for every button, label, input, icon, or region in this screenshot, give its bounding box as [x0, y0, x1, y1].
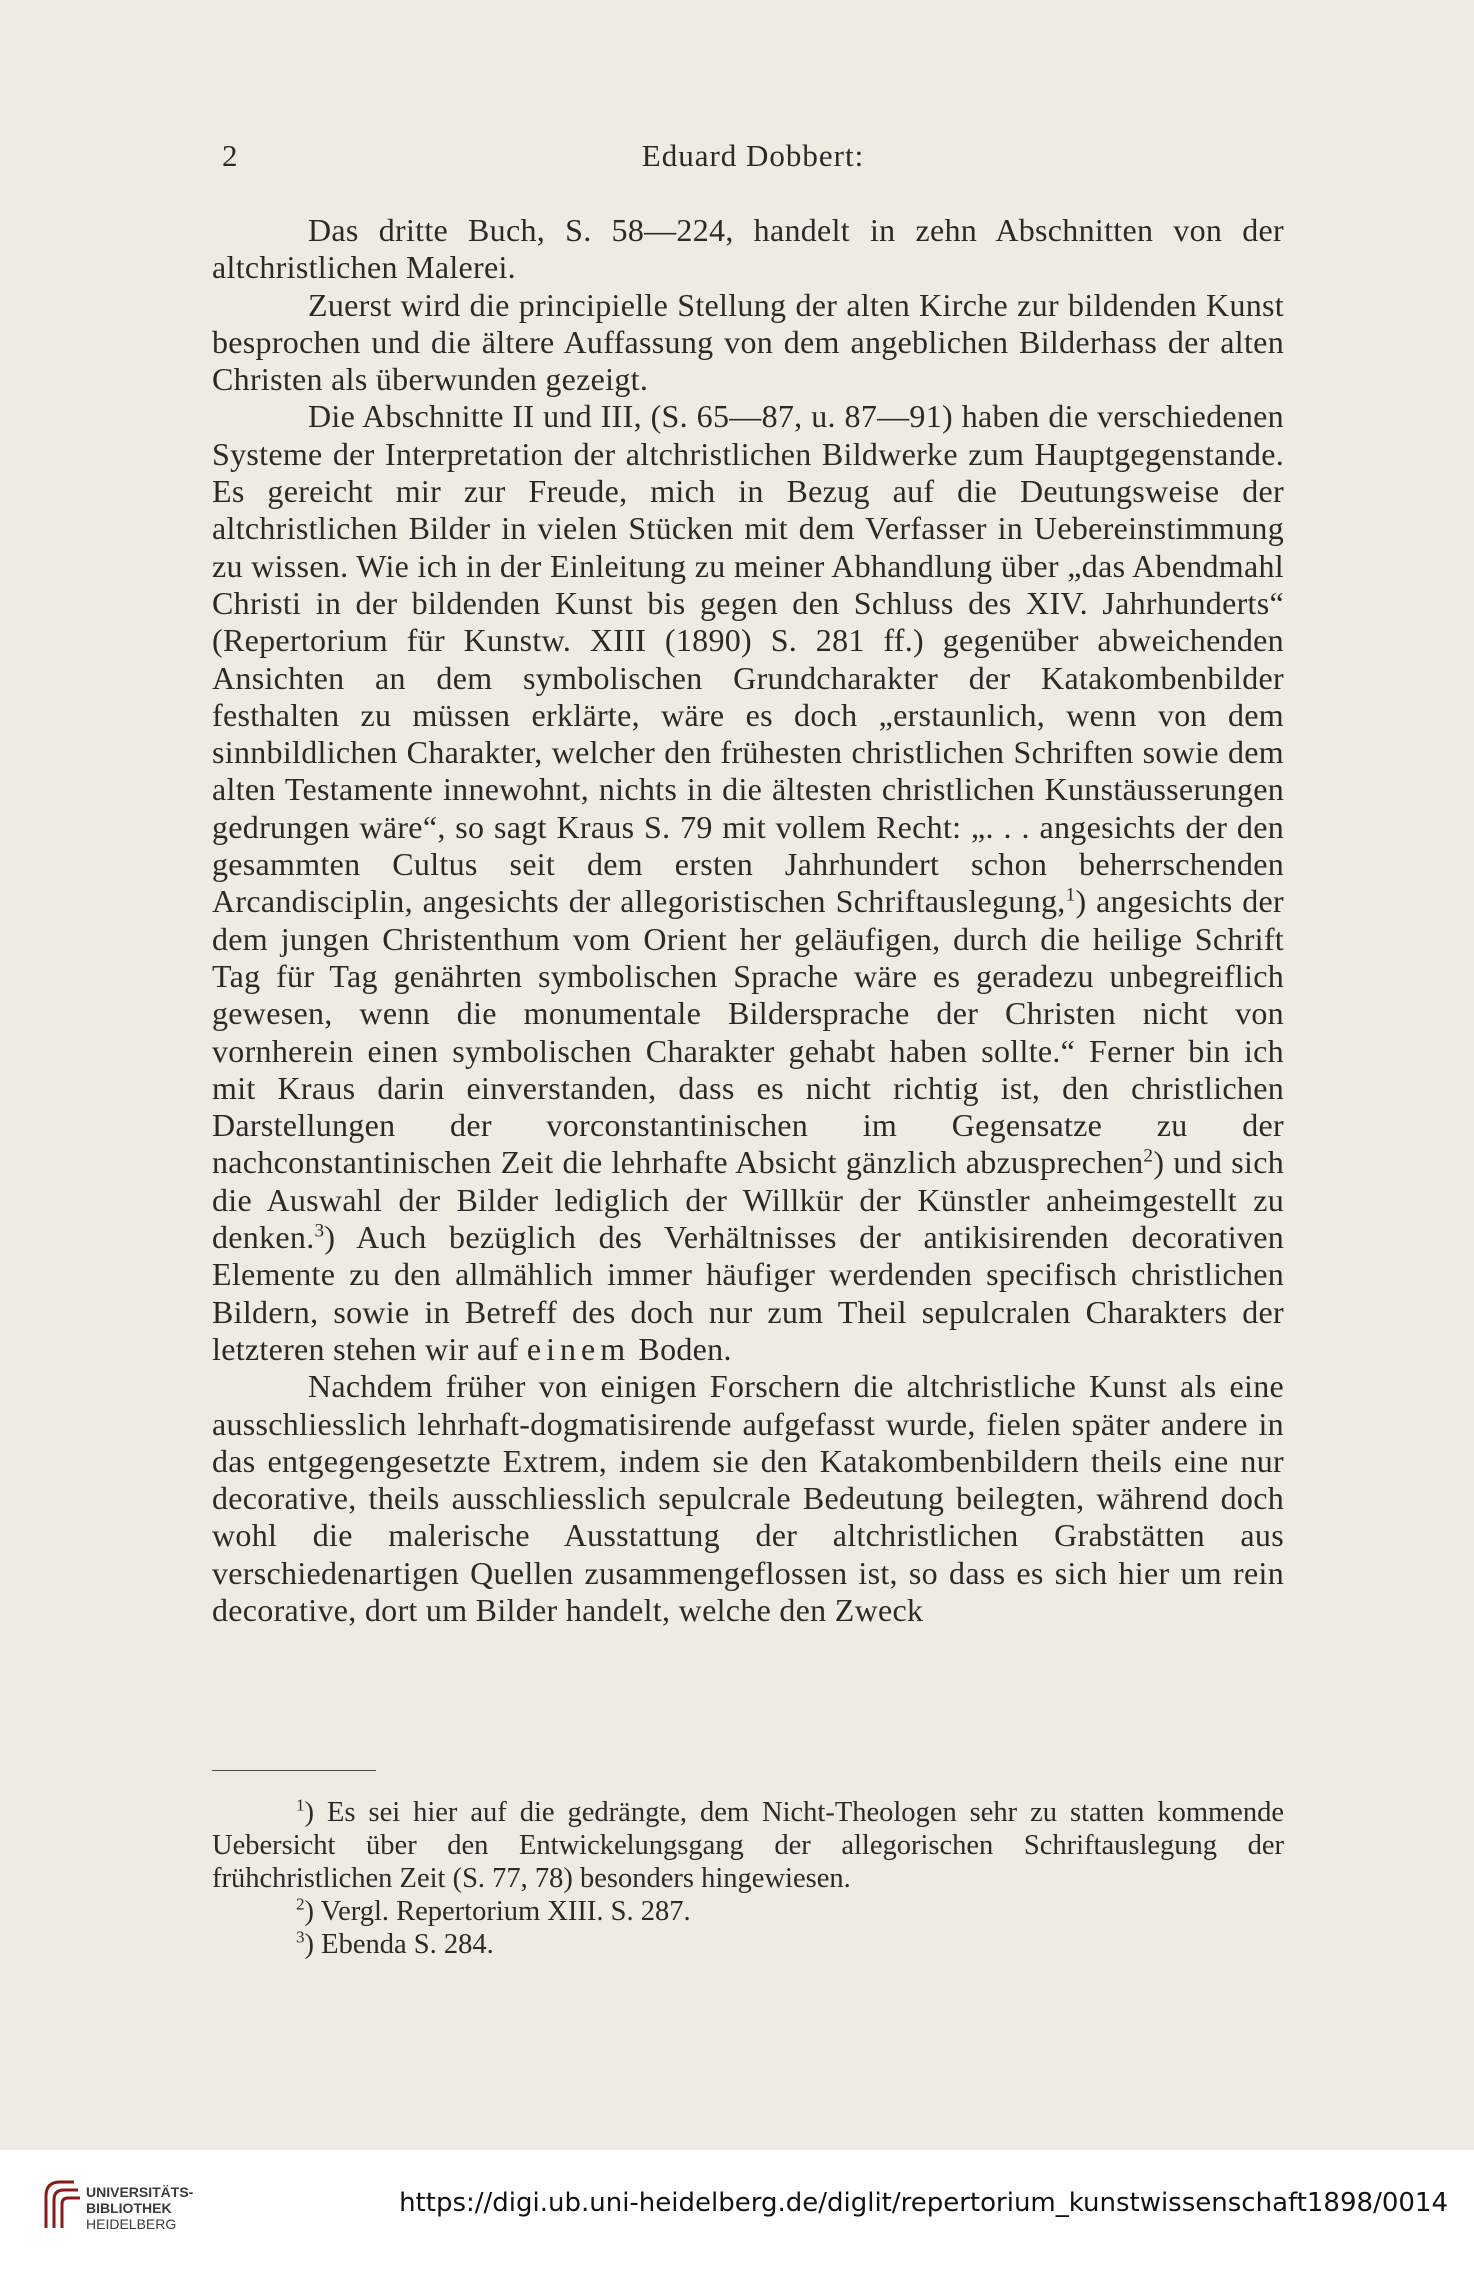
footnote-text: ) Ebenda S. 284. — [304, 1929, 494, 1960]
body-text — [212, 212, 1284, 1629]
paragraph — [212, 398, 1284, 1368]
footnote — [212, 1796, 1284, 1895]
text-run: Die Abschnitte II und III, (S. 65—87, u. 87—91) haben die verschiedenen Systeme der Interpretation der altchristlichen Bildwerke zum Hauptgegenstande. Es gereicht mir zur Freude, mich in Bezug auf die Deutungsweise der altchristlichen Bilder in vielen Stücken mit dem Verfasser in Uebereinstimmung zu wissen. Wie ich in der Einleitung zu meiner Abhandlung über „das Abendmahl Christi in der bildenden Kunst bis gegen den Schluss des XIV. Jahrhunderts“ (Repertorium für Kunstw. XIII (1890) S. 281 ff.) gegenüber abweichenden Ansichten an dem symbolischen Grundcharakter der Katakombenbilder festhalten zu müssen erklärte, wäre es doch „erstaunlich, wenn von dem sinnbildlichen Charakter, welcher den frühesten christlichen Schriften sowie dem alten Testamente innewohnt, nichts in die ältesten christlichen Kunstäusserungen gedrungen wäre“, so sagt Kraus S. 79 mit vollem Recht: „. . . angesichts der den gesammten Cultus seit dem ersten Jahrhundert schon beherrschenden Arcandisciplin, angesichts der allegoristischen Schriftauslegung, — [212, 398, 1284, 920]
library-footer — [0, 2150, 1474, 2272]
text-run: ) Auch bezüglich des Verhältnisses der antikisirenden decorativen Elemente zu den allmählich immer häufiger werdenden specifisch christlichen Bildern, sowie in Betreff des doch nur zum Theil sepulcralen Charakters der letzteren stehen wir auf — [212, 1219, 1284, 1367]
permalink-url[interactable]: https://digi.ub.uni-heidelberg.de/diglit/repertorium_kunstwissenschaft1898/0014 — [399, 2188, 1448, 2218]
footnote-text: ) Vergl. Repertorium XIII. S. 287. — [304, 1896, 691, 1927]
text-run: ) angesichts der dem jungen Christenthum vom Orient her geläufigen, durch die heilige Schrift Tag für Tag genährten symbolischen Sprache wäre es geradezu unbegreiflich gewesen, wenn die monumentale Bildersprache der Christen nicht von vornherein einen symbolischen Charakter gehabt haben sollte.“ Ferner bin ich mit Kraus darin einverstanden, dass es nicht richtig ist, den christlichen Darstellungen der vorconstantinischen im Gegensatze zu der nachconstantinischen Zeit die lehrhafte Absicht gänzlich abzusprechen — [212, 883, 1284, 1181]
page-number: 2 — [222, 138, 238, 173]
paragraph: Nachdem früher von einigen Forschern die altchristliche Kunst als eine ausschliesslich lehrhaft-dogmatisirende aufgefasst wurde, fielen später andere in das entgegengesetzte Extrem, indem sie den Katakombenbildern theils eine nur decorative, theils ausschliesslich sepulcrale Bedeutung beilegten, während doch wohl die malerische Ausstattung der altchristlichen Grabstätten aus verschiedenartigen Quellen zusammengeflossen ist, so dass es sich hier um rein decorative, dort um Bilder handelt, welche den Zweck — [212, 1368, 1284, 1628]
paragraph: Zuerst wird die principielle Stellung der alten Kirche zur bildenden Kunst besprochen und die ältere Auffassung von dem angeblichen Bilderhass der alten Christen als überwunden gezeigt. — [212, 286, 1284, 398]
footnote-ref: 1 — [1065, 884, 1076, 906]
text-run: Boden. — [638, 1330, 732, 1367]
running-head: Eduard Dobbert: — [641, 138, 865, 173]
footnote-text: ) Es sei hier auf die gedrängte, dem Nicht-Theologen sehr zu statten kommende Uebersicht über den Entwickelungsgang der allegorischen Schriftauslegung der frühchristlichen Zeit (S. 77, 78) besonders hingewiesen. — [212, 1797, 1284, 1894]
footnote — [212, 1895, 1284, 1928]
page-header — [222, 138, 1284, 178]
emphasis: einem — [526, 1330, 631, 1367]
footnote-rule — [212, 1770, 376, 1771]
footnote-mark: 3 — [296, 1927, 305, 1947]
paragraph: Das dritte Buch, S. 58—224, handelt in zehn Abschnitten von der altchristlichen Malerei. — [212, 212, 1284, 286]
footnote-ref: 2 — [1143, 1145, 1154, 1167]
footnote-ref: 3 — [314, 1220, 325, 1242]
footnote — [212, 1928, 1284, 1961]
library-name: UNIVERSITÄTS- BIBLIOTHEK HEIDELBERG — [86, 2184, 194, 2232]
text-run: ) und sich die Auswahl der Bilder lediglich der Willkür der Künstler anheimgestellt zu denken. — [212, 1144, 1284, 1256]
footnote-mark: 1 — [296, 1795, 305, 1815]
footnotes — [212, 1796, 1284, 1961]
footnote-mark: 2 — [296, 1894, 305, 1914]
